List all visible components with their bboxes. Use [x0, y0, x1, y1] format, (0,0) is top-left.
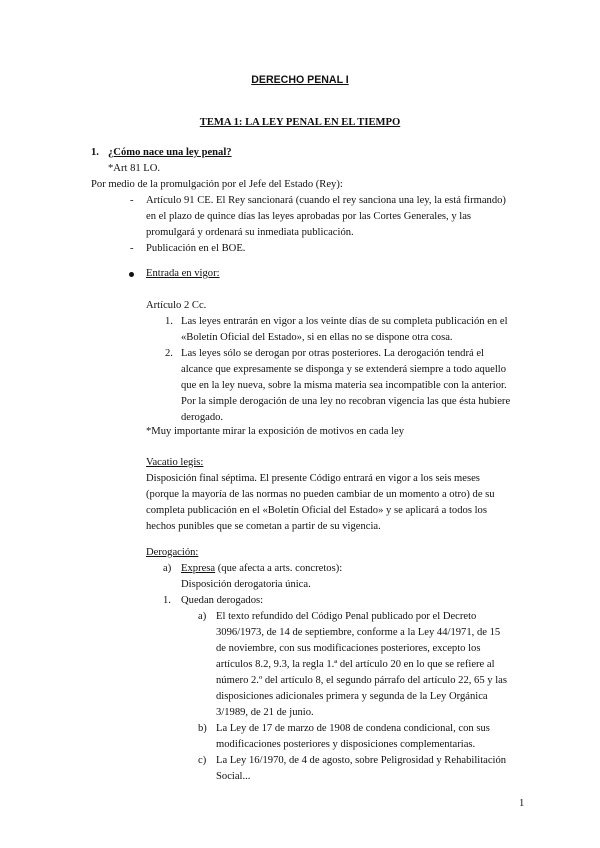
sub-line: disposiciones adicionales primera y segunda de la Ley Orgánica	[216, 691, 488, 702]
sub-line: La Ley de 17 de marzo de 1908 de condena condicional, con sus	[216, 723, 490, 734]
sub-line: La Ley 16/1970, de 4 de agosto, sobre Peligrosidad y Rehabilitación	[216, 755, 507, 766]
list-line: Por la simple derogación de una ley no recobran vigencia las que ésta hubiere	[181, 396, 511, 407]
sub-line: 3/1989, de 21 de junio.	[216, 707, 314, 718]
dash-line: Artículo 91 CE. El Rey sancionará (cuando el rey sanciona una ley, la está firmando)	[146, 195, 506, 206]
expresa-rest: (que afecta a arts. concretos):	[215, 563, 343, 574]
list-line: Las leyes entrarán en vigor a los veinte días de su completa publicación en el	[181, 316, 508, 327]
dash-line: en el plazo de quince días las leyes aprobadas por las Cortes Generales, y las	[146, 211, 472, 222]
dash-line: promulgará y ordenará su inmediata publicación.	[146, 227, 354, 238]
list-number: 2.	[165, 348, 173, 359]
entrada-heading: Entrada en vigor:	[146, 268, 220, 279]
course-title: DERECHO PENAL I	[251, 74, 349, 86]
sub-line: número 2.º del artículo 8, el segundo párrafo del artículo 22, 65 y las	[216, 675, 507, 686]
dash-line: Publicación en el BOE.	[146, 243, 246, 254]
list-line: Las leyes sólo se derogan por otras posteriores. La derogación tendrá el	[181, 348, 484, 359]
vacatio-heading: Vacatio legis:	[146, 457, 204, 468]
vacatio-line: (porque la mayoría de las normas no pueden cambiar de un momento a otro) de su	[146, 489, 495, 500]
list-line: alcance que expresamente se disponga y se extenderá siempre a todo aquello	[181, 364, 507, 375]
list-line: «Boletín Oficial del Estado», si en ellas no se dispone otra cosa.	[181, 332, 453, 343]
section-ref: *Art 81 LO.	[108, 163, 161, 174]
sub-line: artículos 8.2, 9.3, la regla 1.ª del artículo 20 en lo que se refiere al	[216, 659, 495, 670]
derogacion-sub: Disposición derogatoria única.	[181, 579, 311, 590]
dash-mark: -	[130, 195, 134, 206]
list-marker: c)	[198, 755, 207, 766]
list-line: derogado.	[181, 412, 224, 423]
derogacion-item: Quedan derogados:	[181, 595, 264, 606]
derogacion-heading: Derogación:	[146, 547, 199, 558]
section-heading: ¿Cómo nace una ley penal?	[108, 147, 232, 158]
entrada-note: *Muy importante mirar la exposición de motivos en cada ley	[146, 426, 405, 437]
list-line: que en la ley nueva, sobre la misma materia sea incompatible con la anterior.	[181, 380, 507, 391]
sub-line: de noviembre, con sus modificaciones posteriores, excepto los	[216, 643, 481, 654]
vacatio-line: hechos punibles que se cometan a partir de su vigencia.	[146, 521, 381, 532]
sub-line: El texto refundido del Código Penal publicado por el Decreto	[216, 611, 477, 622]
list-number: 1.	[165, 316, 173, 327]
sub-line: 3096/1973, de 14 de septiembre, conforme a la Ley 44/1971, de 15	[216, 627, 501, 638]
entrada-article: Artículo 2 Cc.	[146, 300, 207, 311]
vacatio-line: completa publicación en el «Boletín Oficial del Estado» y se aplicará a todos los	[146, 505, 487, 516]
vacatio-line: Disposición final séptima. El presente Código entrará en vigor a los seis meses	[146, 473, 480, 484]
list-marker: a)	[163, 563, 172, 574]
topic-title: TEMA 1: LA LEY PENAL EN EL TIEMPO	[199, 117, 401, 128]
list-number: 1.	[163, 595, 171, 606]
expresa-label: Expresa	[181, 563, 216, 574]
derogacion-expresa	[181, 561, 342, 577]
sub-line: Social...	[216, 771, 251, 782]
section-intro: Por medio de la promulgación por el Jefe del Estado (Rey):	[91, 179, 343, 190]
dash-mark: -	[130, 243, 134, 254]
section-number: 1.	[91, 147, 99, 158]
list-marker: b)	[198, 723, 207, 734]
sub-line: modificaciones posteriores y disposiciones complementarias.	[216, 739, 476, 750]
list-marker: a)	[198, 611, 207, 622]
page-number: 1	[519, 798, 525, 809]
bullet-icon	[129, 272, 134, 277]
